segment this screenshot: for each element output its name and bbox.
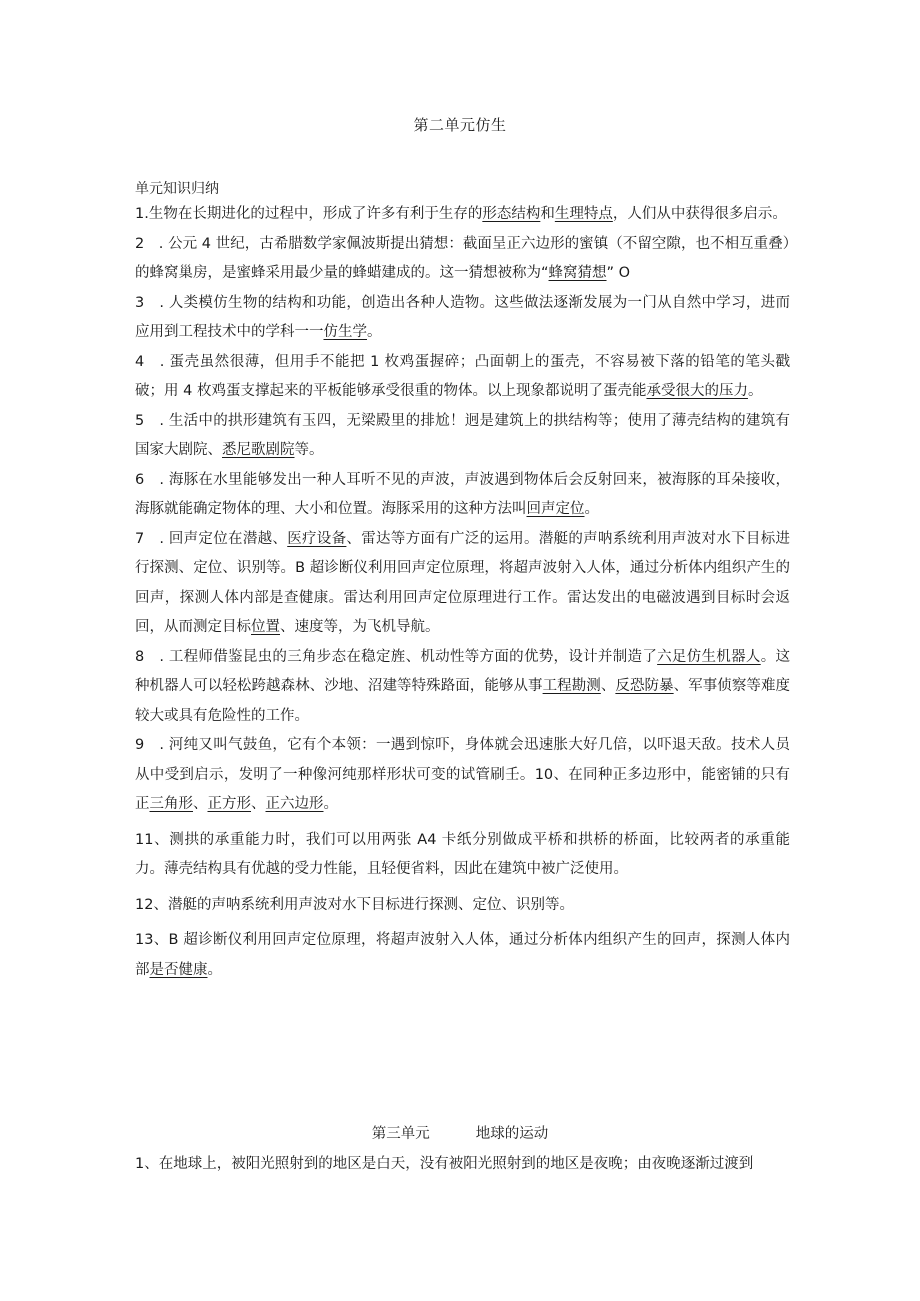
underlined-keyword: 正方形 xyxy=(207,796,251,812)
paragraph-text: 、 xyxy=(193,796,208,812)
underlined-keyword: 是否健康 xyxy=(149,961,208,978)
underlined-keyword: 回声定位 xyxy=(526,501,585,517)
paragraph-text: 、 xyxy=(600,678,616,694)
paragraph-text: 7 . 回声定位在潜越、 xyxy=(135,530,288,547)
paragraph-2 xyxy=(135,230,790,289)
underlined-keyword: 工程勘测 xyxy=(542,678,601,694)
underlined-keyword: 承受很大的压力 xyxy=(646,383,748,399)
paragraph-text: 和 xyxy=(540,206,555,222)
paragraph-text: 13、B 超诊断仪利用回声定位原理，将超声波射入人体，通过分析体内组织产生的回声，探测人体内部 xyxy=(135,932,790,978)
page-title: 第二单元仿生 xyxy=(413,116,507,134)
paragraph-text: 3 . 人类模仿生物的结构和功能，创造出各种人造物。这些做法逐渐发展为一门从自然中学习，进而应用到工程技术中的学科一一 xyxy=(135,294,790,340)
paragraph-text: 、速度等，为飞机导航。 xyxy=(280,619,440,635)
paragraph-text: 9 . 河纯又叫气鼓鱼，它有个本领：一遇到惊吓，身体就会迅速胀大好几倍，以吓退天敌。技术人员从中受到启示，发明了一种像河纯那样形状可变的试管刷壬。10、在同种正多边形中，能密铺的只有正 xyxy=(135,737,790,812)
unit3-title xyxy=(0,1122,920,1143)
underlined-keyword: 正六边形 xyxy=(265,796,324,812)
paragraph-text: 、军事侦察等难度较大或具有危险性的工作。 xyxy=(135,678,791,724)
paragraph-text: 。 xyxy=(323,796,338,812)
paragraph-text: 、雷达等方面有广泛的运用。潜艇的声呐系统利用声波对水下目标进行探测、定位、识别等。B 超诊断仪利用回声定位原理，将超声波射入人体，通过分析体内组织产生的回声，探测人体内部是查健康。雷达利用回声定位原理进行工作。雷达发出的电磁波遇到目标时会返回，从而测定目标 xyxy=(135,530,791,635)
paragraph-9 xyxy=(135,731,790,820)
paragraph-8 xyxy=(135,643,790,732)
paragraph-10 xyxy=(135,826,790,885)
paragraph-text: 1.生物在长期进化的过程中，形成了许多有利于生存的 xyxy=(135,206,483,222)
unit3-paragraph: 1、在地球上，被阳光照射到的地区是白天，没有被阳光照射到的地区是夜晚；由夜晚逐渐过渡到 xyxy=(135,1156,754,1172)
paragraph-text: 2 . 公元 4 世纪，古希腊数学家佩波斯提出猜想：截面呈正六边形的蜜镇（不留空隙，也不相互重叠）的蜂窝巢房，是蜜蜂采用最少量的蜂蜡建成的。这一猜想被称为“ xyxy=(135,235,790,281)
paragraph-text: ，人们从中获得很多启示。 xyxy=(612,206,787,222)
underlined-keyword: 仿生学 xyxy=(323,324,367,340)
paragraph-text: 等。 xyxy=(294,442,324,458)
paragraph-text: 8 . 工程师借鉴昆虫的三角步态在稳定旌、机动性等方面的优势，设计并制造了 xyxy=(135,648,658,665)
paragraph-text: 。 xyxy=(584,501,599,517)
underlined-keyword: 悉尼歌剧院 xyxy=(222,442,295,458)
paragraph-text: 。 xyxy=(207,961,222,978)
paragraph-text: 、 xyxy=(251,796,266,812)
paragraph-text: 6 . 海豚在水里能够发出一种人耳听不见的声波，声波遇到物体后会反射回来，被海豚的耳朵接收，海豚就能确定物体的理、大小和位置。海豚采用的这种方法叫 xyxy=(135,471,790,517)
knowledge-list xyxy=(135,200,790,985)
underlined-keyword: 形态结构 xyxy=(482,206,541,222)
paragraph-text: 。这种机器人可以轻松跨越森林、沙地、沼建等特殊路面，能够从事 xyxy=(135,648,790,694)
paragraph-7 xyxy=(135,525,790,643)
paragraph-text: 4 . 蛋壳虽然很薄，但用手不能把 1 枚鸡蛋握碎；凸面朝上的蛋壳，不容易被下落的铅笔的笔头戳破；用 4 枚鸡蛋支撑起来的平板能够承受很重的物体。以上现象都说明了蛋壳能 xyxy=(135,353,790,399)
paragraph-3 xyxy=(135,289,790,348)
unit3-title-name: 地球的运动 xyxy=(475,1126,549,1142)
underlined-keyword: 位置 xyxy=(251,619,280,635)
underlined-keyword: 医疗设备 xyxy=(287,530,347,547)
underlined-keyword: 六足仿生机器人 xyxy=(657,648,761,665)
underlined-keyword: 蜂窝猜想 xyxy=(548,265,607,281)
unit3-title-number: 第三单元 xyxy=(371,1126,430,1142)
paragraph-text: 5 . 生活中的拱形建筑有玉四，无梁殿里的排尬！迥是建筑上的拱结构等；使用了薄壳结构的建筑有国家大剧院、 xyxy=(135,412,790,458)
underlined-keyword: 三角形 xyxy=(149,796,193,812)
paragraph-text: 12、潜艇的声呐系统利用声波对水下目标进行探测、定位、识别等。 xyxy=(135,896,574,913)
paragraph-5 xyxy=(135,407,790,466)
paragraph-1 xyxy=(135,200,790,230)
underlined-keyword: 反恐防暴 xyxy=(615,678,674,694)
paragraph-4 xyxy=(135,348,790,407)
paragraph-text: 。 xyxy=(747,383,763,399)
paragraph-11 xyxy=(135,891,790,921)
paragraph-text: 。 xyxy=(367,324,382,340)
paragraph-6 xyxy=(135,466,790,525)
paragraph-12 xyxy=(135,926,790,985)
underlined-keyword: 生理特点 xyxy=(554,206,613,222)
paragraph-text: ” O xyxy=(606,265,631,281)
section-heading: 单元知识归纳 xyxy=(135,181,219,197)
paragraph-text: 11、测拱的承重能力时，我们可以用两张 A4 卡纸分别做成平桥和拱桥的桥面，比较两者的承重能力。薄壳结构具有优越的受力性能，且轻便省料，因此在建筑中被广泛使用。 xyxy=(135,831,790,877)
